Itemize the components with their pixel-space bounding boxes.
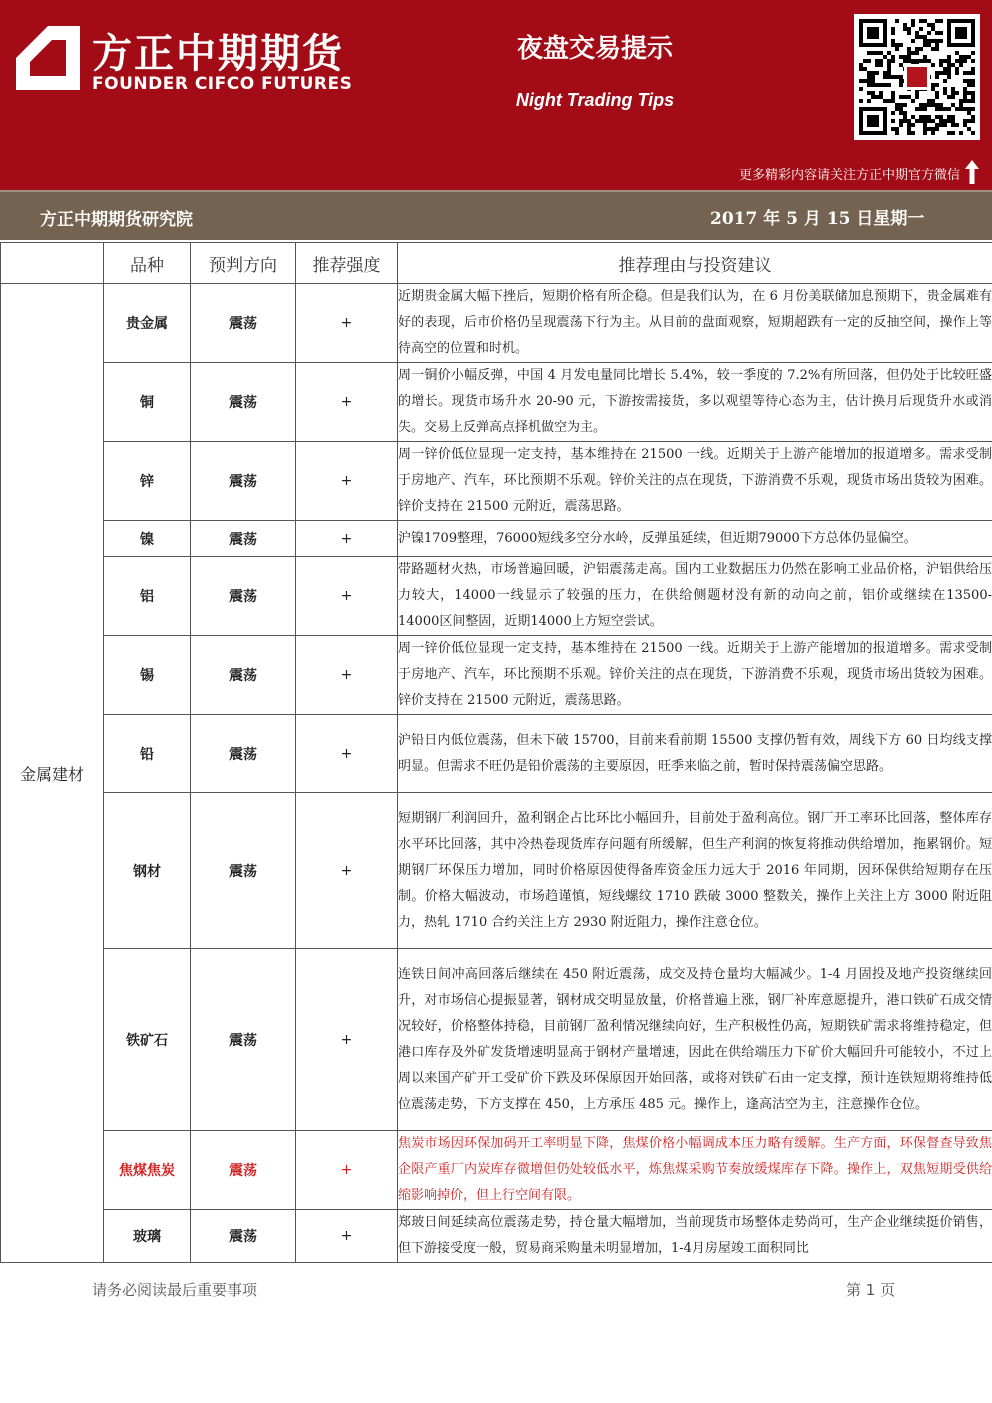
strength-cell: + (296, 1131, 398, 1210)
footer-notice: 请务必阅读最后重要事项 (92, 1281, 258, 1299)
direction-cell: 震荡 (191, 636, 296, 715)
page-title: 夜盘交易提示 (516, 34, 673, 64)
table-row (1, 284, 992, 363)
variety-cell: 铁矿石 (104, 949, 191, 1131)
direction-cell: 震荡 (191, 363, 296, 442)
table-row (1, 557, 992, 636)
variety-cell: 铜 (104, 363, 191, 442)
institute-name: 方正中期期货研究院 (40, 210, 193, 230)
company-logo-icon (16, 26, 80, 90)
table-row (1, 793, 992, 949)
strength-cell: + (296, 557, 398, 636)
strength-cell: + (296, 949, 398, 1131)
strength-cell: + (296, 284, 398, 363)
reason-cell: 郑玻日间延续高位震荡走势，持仓量大幅增加，当前现货市场整体走势尚可，生产企业继续挺价销售，但下游接受度一般，贸易商采购量未明显增加，1-4月房屋竣工面积同比 (398, 1210, 992, 1263)
variety-cell: 镍 (104, 521, 191, 557)
logo-text-cn: 方正中期期货 (92, 31, 344, 77)
variety-cell: 铅 (104, 715, 191, 793)
direction-cell: 震荡 (191, 1131, 296, 1210)
table-row (1, 442, 992, 521)
reason-cell: 周一铜价小幅反弹，中国 4 月发电量同比增长 5.4%，较一季度的 7.2%有所回落，但仍处于比较旺盛的增长。现货市场升水 20-90 元，下游按需接货，多以观望等待心态为主，估计换月后现货升水或消失。交易上反弹高点择机做空为主。 (398, 363, 992, 442)
follow-wechat-text: 更多精彩内容请关注方正中期官方微信 (738, 168, 960, 183)
reason-cell: 周一锌价低位显现一定支持，基本维持在 21500 一线。近期关于上游产能增加的报道增多。需求受制于房地产、汽车，环比预期不乐观。锌价关注的点在现货，下游消费不乐观，现货市场出货较为困难。锌价支持在 21500 元附近，震荡思路。 (398, 442, 992, 521)
direction-cell: 震荡 (191, 442, 296, 521)
reason-cell: 周一锌价低位显现一定支持，基本维持在 21500 一线。近期关于上游产能增加的报道增多。需求受制于房地产、汽车，环比预期不乐观。锌价关注的点在现货，下游消费不乐观，现货市场出货较为困难。锌价支持在 21500 元附近，震荡思路。 (398, 636, 992, 715)
reason-cell: 短期钢厂利润回升，盈利钢企占比环比小幅回升，目前处于盈利高位。钢厂开工率环比回落，整体库存水平环比回落，其中冷热卷现货库存问题有所缓解，但生产利润的恢复将推动供给增加，拖累钢价。短期钢厂环保压力增加，同时价格原因使得备库资金压力远大于 2016 年同期，因环保供给短期存在压制。价格大幅波动，市场趋谨慎，短线螺纹 1710 跌破 3000 整数关，操作上关注上方 3000 附近阻力，热轧 1710 合约关注上方 2930 附近阻力，操作注意仓位。 (398, 793, 992, 949)
variety-cell: 锡 (104, 636, 191, 715)
info-bar (0, 190, 992, 240)
variety-cell: 铝 (104, 557, 191, 636)
direction-cell: 震荡 (191, 521, 296, 557)
variety-cell: 贵金属 (104, 284, 191, 363)
header-strength: 推荐强度 (296, 243, 398, 284)
header-variety: 品种 (104, 243, 191, 284)
table-row (1, 363, 992, 442)
table-row (1, 949, 992, 1131)
direction-cell: 震荡 (191, 949, 296, 1131)
direction-cell: 震荡 (191, 284, 296, 363)
page-number: 第 1 页 (846, 1281, 896, 1299)
table-row (1, 715, 992, 793)
strength-cell: + (296, 715, 398, 793)
reason-cell: 焦炭市场因环保加码开工率明显下降，焦煤价格小幅调成本压力略有缓解。生产方面，环保督查导致焦企限产重厂内炭库存微增但仍处较低水平，炼焦煤采购节奏放缓煤库存下降。操作上，双焦短期受供给缩影响掉价，但上行空间有限。 (398, 1131, 992, 1210)
direction-cell: 震荡 (191, 715, 296, 793)
arrow-up-icon (965, 160, 979, 184)
variety-cell: 玻璃 (104, 1210, 191, 1263)
category-cell: 金属建材 (1, 284, 104, 1263)
reason-cell: 近期贵金属大幅下挫后，短期价格有所企稳。但是我们认为，在 6 月份美联储加息预期下，贵金属难有好的表现，后市价格仍呈现震荡下行为主。从目前的盘面观察，短期超跌有一定的反抽空间，操作上等待高空的位置和时机。 (398, 284, 992, 363)
strength-cell: + (296, 521, 398, 557)
trading-tips-table (0, 242, 992, 1263)
header-banner (0, 0, 992, 190)
table-row (1, 636, 992, 715)
strength-cell: + (296, 442, 398, 521)
report-date: 2017 年 5 月 15 日星期一 (710, 209, 925, 229)
strength-cell: + (296, 1210, 398, 1263)
header-reason: 推荐理由与投资建议 (398, 243, 992, 284)
logo-text-en: FOUNDER CIFCO FUTURES (92, 74, 353, 94)
table-row (1, 521, 992, 557)
direction-cell: 震荡 (191, 1210, 296, 1263)
variety-cell: 锌 (104, 442, 191, 521)
reason-cell: 带路题材火热，市场普遍回暖，沪铝震荡走高。国内工业数据压力仍然在影响工业品价格，沪铝供给压力较大，14000一线显示了较强的压力，在供给侧题材没有新的动向之前，铝价或继续在13500-14000区间整固，近期14000上方短空尝试。 (398, 557, 992, 636)
header-category (1, 243, 104, 284)
reason-cell: 沪铅日内低位震荡，但未下破 15700，目前来看前期 15500 支撑仍暂有效，周线下方 60 日均线支撑明显。但需求不旺仍是铅价震荡的主要原因，旺季来临之前，暂时保持震荡偏空思路。 (398, 715, 992, 793)
header-direction: 预判方向 (191, 243, 296, 284)
variety-cell: 焦煤焦炭 (104, 1131, 191, 1210)
page-subtitle: Night Trading Tips (515, 90, 675, 110)
table-row (1, 1131, 992, 1210)
reason-cell: 沪镍1709整理，76000短线多空分水岭，反弹虽延续，但近期79000下方总体仍显偏空。 (398, 521, 992, 557)
strength-cell: + (296, 636, 398, 715)
table-row (1, 1210, 992, 1263)
reason-cell: 连铁日间冲高回落后继续在 450 附近震荡，成交及持仓量均大幅减少。1-4 月固投及地产投资继续回升，对市场信心提振显著，钢材成交明显放量，价格普遍上涨，钢厂补库意愿提升，港口铁矿石成交情况较好，价格整体持稳，目前钢厂盈利情况继续向好，生产积极性仍高，短期铁矿需求将维持稳定，但港口库存及外矿发货增速明显高于钢材产量增速，因此在供给端压力下矿价大幅回升可能较小，不过上周以来国产矿开工受矿价下跌及环保原因开始回落，或将对铁矿石由一定支撑，预计连铁短期将维持低位震荡走势，下方支撑在 450，上方承压 485 元。操作上，逢高沽空为主，注意操作仓位。 (398, 949, 992, 1131)
strength-cell: + (296, 363, 398, 442)
variety-cell: 钢材 (104, 793, 191, 949)
table-header-row (1, 243, 992, 284)
strength-cell: + (296, 793, 398, 949)
qr-code-icon (854, 14, 980, 140)
direction-cell: 震荡 (191, 793, 296, 949)
direction-cell: 震荡 (191, 557, 296, 636)
